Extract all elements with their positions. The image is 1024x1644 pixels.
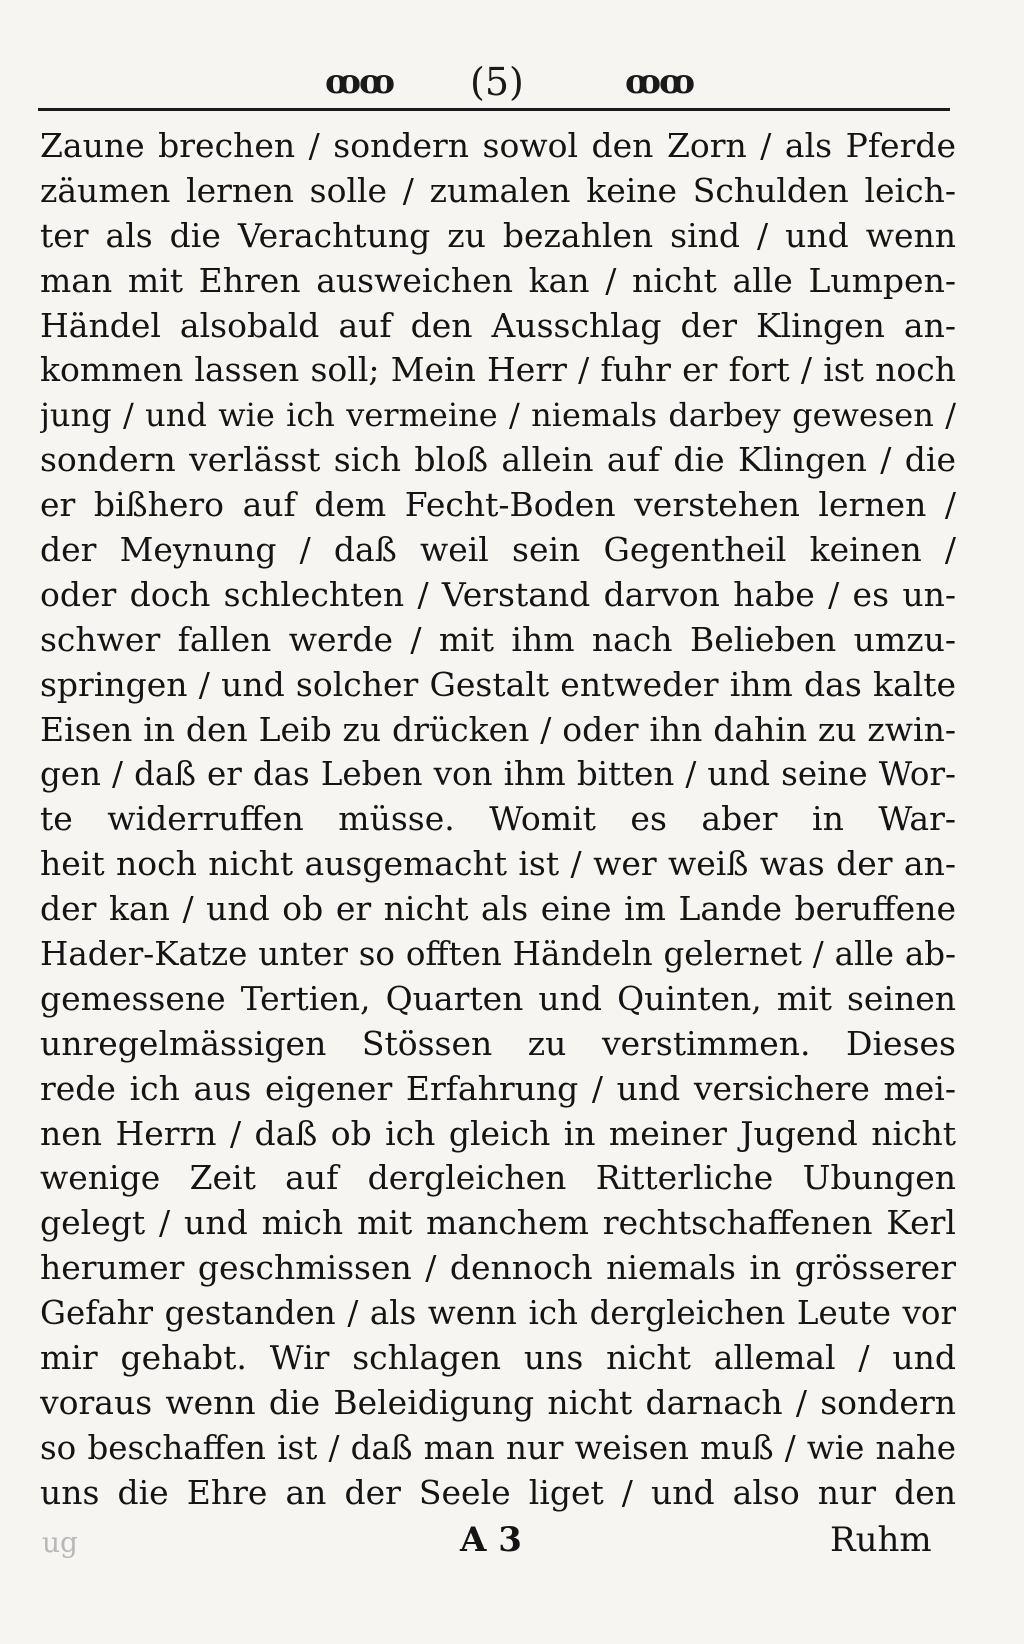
text-line: Gefahr gestanden / als wenn ich dergleichen Leute vor — [40, 1294, 956, 1333]
text-line: jung / und wie ich vermeine / niemals darbey gewesen / — [40, 396, 956, 435]
text-line: Händel alsobald auf den Ausschlag der Klingen an- — [40, 305, 956, 345]
text-line: voraus wenn die Beleidigung nicht darnach / sondern — [40, 1382, 956, 1422]
text-line: man mit Ehren ausweichen kan / nicht alle Lumpen- — [40, 260, 956, 300]
text-line: so beschaffen ist / daß man nur weisen muß / wie nahe — [40, 1428, 956, 1467]
text-line: heit noch nicht ausgemacht ist / wer weiß was der an- — [40, 844, 956, 884]
page-header — [0, 58, 1024, 108]
text-line: springen / und solcher Gestalt entweder ihm das kalte — [40, 664, 956, 704]
text-line: oder doch schlechten / Verstand darvon habe / es un- — [40, 574, 956, 614]
header-rule — [38, 108, 950, 111]
text-line: wenige Zeit auf dergleichen Ritterliche Ubungen — [40, 1158, 956, 1198]
text-line: nen Herrn / daß ob ich gleich in meiner Jugend nicht — [40, 1113, 956, 1153]
text-line: schwer fallen werde / mit ihm nach Belieben umzu- — [40, 619, 956, 659]
body-text — [40, 124, 956, 1516]
catchword: Ruhm — [830, 1520, 932, 1560]
text-line: zäumen lernen solle / zumalen keine Schulden leich- — [40, 170, 956, 210]
header-ornament-right: ꝏꝏ — [625, 62, 694, 102]
text-line: er bißhero auf dem Fecht-Boden verstehen lernen / — [40, 485, 956, 525]
text-line: uns die Ehre an der Seele liget / und also nur den — [40, 1472, 956, 1512]
footer-smudge: ug — [42, 1526, 78, 1559]
text-line: rede ich aus eigener Erfahrung / und versichere mei- — [40, 1068, 956, 1108]
text-line: sondern verlässt sich bloß allein auf die Klingen / die — [40, 440, 956, 480]
text-line: der kan / und ob er nicht als eine im Lande beruffene — [40, 889, 956, 929]
text-line: gelegt / und mich mit manchem rechtschaffenen Kerl — [40, 1203, 956, 1243]
text-line: ter als die Verachtung zu bezahlen sind / und wenn — [40, 215, 956, 255]
page-number: (5) — [470, 60, 524, 104]
text-line: Eisen in den Leib zu drücken / oder ihn dahin zu zwin- — [40, 709, 956, 749]
text-line: Zaune brechen / sondern sowol den Zorn / als Pferde — [40, 126, 956, 165]
signature-mark: A 3 — [460, 1520, 522, 1560]
text-line: Hader-Katze unter so offten Händeln gelernet / alle ab- — [40, 935, 956, 974]
text-line: herumer geschmissen / dennoch niemals in grösserer — [40, 1248, 956, 1288]
header-ornament-left: ꝏꝏ — [325, 62, 394, 102]
text-line: mir gehabt. Wir schlagen uns nicht allemal / und — [40, 1338, 956, 1378]
page-footer — [0, 1520, 1024, 1570]
text-line: der Meynung / daß weil sein Gegentheil keinen / — [40, 530, 956, 570]
text-line: gen / daß er das Leben von ihm bitten / und seine Wor- — [40, 755, 956, 794]
text-line: gemessene Tertien, Quarten und Quinten, mit seinen — [40, 978, 956, 1018]
text-line: kommen lassen soll; Mein Herr / fuhr er fort / ist noch — [40, 350, 956, 390]
text-line: unregelmässigen Stössen zu verstimmen. Dieses — [40, 1023, 956, 1063]
text-line: te widerruffen müsse. Womit es aber in War- — [40, 799, 956, 839]
